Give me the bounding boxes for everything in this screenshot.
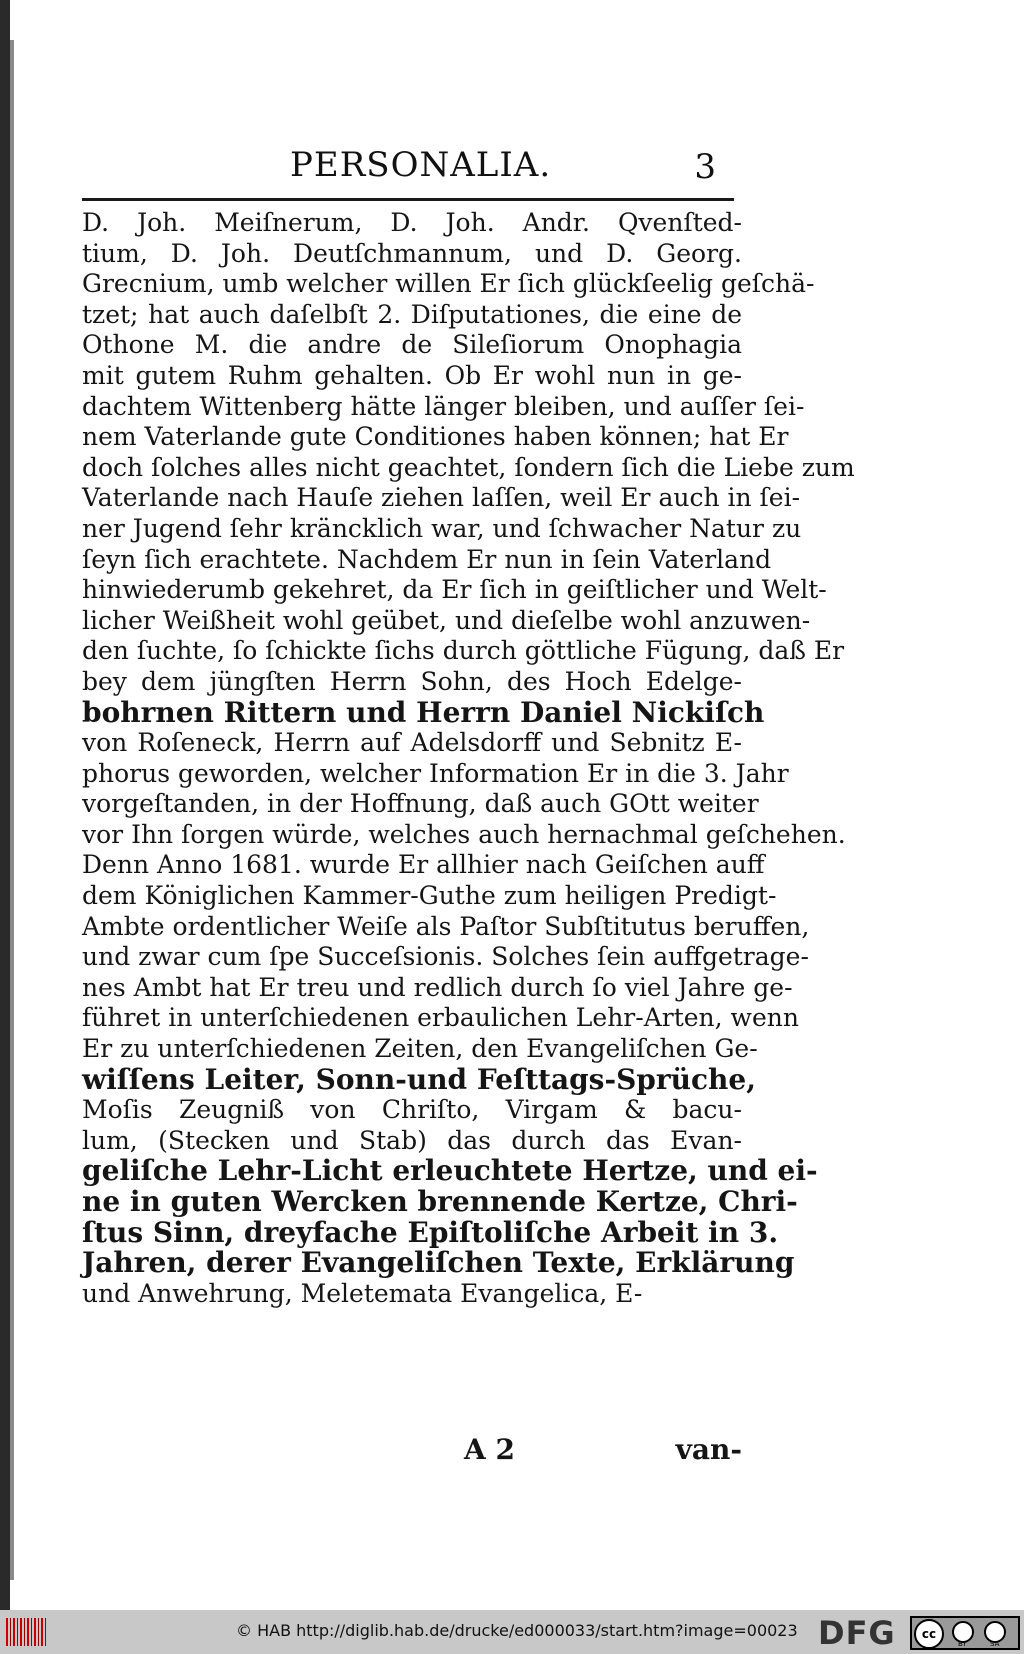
cc-icon: cc bbox=[914, 1619, 944, 1649]
text-line: Denn Anno 1681. wurde Er allhier nach Geiſchen auff bbox=[82, 850, 765, 880]
text-line: tium, D. Joh. Deutſchmannum, und D. Georg. bbox=[82, 238, 742, 268]
text-line: mit gutem Ruhm gehalten. Ob Er wohl nun in ge- bbox=[82, 360, 742, 390]
text-line: von Roſeneck, Herrn auf Adelsdorff und Sebnitz E- bbox=[82, 728, 742, 758]
catchword: van- bbox=[675, 1433, 742, 1466]
running-head bbox=[82, 145, 732, 195]
text-line: Jahren, derer Evangeliſchen Texte, Erklärung bbox=[82, 1246, 795, 1280]
binding-edge bbox=[0, 0, 10, 1610]
text-line: dem Königlichen Kammer-Guthe zum heiligen Predigt- bbox=[82, 881, 777, 911]
text-line: nem Vaterlande gute Conditiones haben können; hat Er bbox=[82, 422, 789, 452]
text-line: und zwar cum ſpe Succeſsionis. Solches ſein auffgetrage- bbox=[82, 942, 809, 972]
cc-by-label: BY bbox=[958, 1640, 967, 1648]
cc-sa-label: SA bbox=[990, 1640, 1000, 1648]
text-line: ſeyn ſich erachtete. Nachdem Er nun in ſein Vaterland bbox=[82, 544, 772, 574]
text-line: Ambte ordentlicher Weiſe als Paſtor Subſtitutus beruffen, bbox=[82, 911, 810, 941]
text-line: bohrnen Rittern und Herrn Daniel Nickiſch bbox=[82, 695, 765, 729]
text-line: vorgeſtanden, in der Hoffnung, daß auch GOtt weiter bbox=[82, 789, 759, 819]
text-line: hinwiederumb gekehret, da Er ſich in geiſtlicher und Welt- bbox=[82, 575, 827, 605]
text-line: phorus geworden, welcher Information Er in die 3. Jahr bbox=[82, 758, 789, 788]
text-line: ſtus Sinn, dreyfache Epiſtoliſche Arbeit in 3. bbox=[82, 1215, 779, 1249]
text-line: bey dem jüngſten Herrn Sohn, des Hoch Edelge- bbox=[82, 666, 742, 696]
barcode-icon bbox=[6, 1618, 46, 1646]
text-line: Moſis Zeugniß von Chriſto, Virgam & bacu- bbox=[82, 1095, 742, 1125]
text-line: Othone M. die andre de Sileſiorum Onophagia bbox=[82, 330, 742, 360]
body-text bbox=[82, 208, 855, 1309]
text-line: lum, (Stecken und Stab) das durch das Evan- bbox=[82, 1125, 742, 1155]
copyright-link[interactable]: © HAB http://diglib.hab.de/drucke/ed000033/start.htm?image=00023 bbox=[236, 1621, 798, 1640]
binding-shadow bbox=[10, 40, 14, 1580]
text-line: licher Weißheit wohl geübet, und dieſelbe wohl anzuwen- bbox=[82, 605, 811, 635]
text-line: ner Jugend ſehr kräncklich war, und ſchwacher Natur zu bbox=[82, 513, 802, 543]
running-title: PERSONALIA. bbox=[290, 145, 552, 185]
text-line: wiſſens Leiter, Sonn-und Feſttags-Sprüche, bbox=[82, 1062, 756, 1096]
text-line: nes Ambt hat Er treu und redlich durch ſo viel Jahre ge- bbox=[82, 972, 793, 1002]
text-line: dachtem Wittenberg hätte länger bleiben, und auſſer ſei- bbox=[82, 391, 805, 421]
text-line: ne in guten Wercken brennende Kertze, Chri- bbox=[82, 1185, 798, 1218]
text-line: und Anwehrung, Meletemata Evangelica, E- bbox=[82, 1278, 643, 1308]
text-line: Grecnium, umb welcher willen Er ſich glückſeelig geſchä- bbox=[82, 269, 815, 299]
text-line: vor Ihn ſorgen würde, welches auch hernachmal geſchehen. bbox=[82, 819, 846, 849]
text-line: den ſuchte, ſo ſchickte ſichs durch göttliche Fügung, daß Er bbox=[82, 636, 845, 666]
head-rule bbox=[82, 198, 734, 201]
text-line: Vaterlande nach Hauſe ziehen laſſen, weil Er auch in ſei- bbox=[82, 483, 801, 513]
text-line: doch ſolches alles nicht geachtet, ſondern ſich die Liebe zum bbox=[82, 452, 855, 482]
footer-bar bbox=[0, 1610, 1024, 1654]
catchline bbox=[82, 1433, 742, 1473]
text-line: Er zu unterſchiedenen Zeiten, den Evangeliſchen Ge- bbox=[82, 1034, 758, 1064]
text-line: geliſche Lehr-Licht erleuchtete Hertze, und ei- bbox=[82, 1154, 818, 1188]
page-number: 3 bbox=[694, 147, 716, 187]
text-line: D. Joh. Meiſnerum, D. Joh. Andr. Qvenſted- bbox=[82, 208, 742, 237]
dfg-logo: DFG bbox=[818, 1614, 896, 1652]
text-line: tzet; hat auch daſelbſt 2. Diſputationes, die eine de bbox=[82, 299, 742, 329]
text-line: führet in unterſchiedenen erbaulichen Lehr-Arten, wenn bbox=[82, 1003, 799, 1033]
signature-mark: A 2 bbox=[464, 1433, 515, 1466]
cc-license-badge[interactable] bbox=[910, 1616, 1020, 1650]
